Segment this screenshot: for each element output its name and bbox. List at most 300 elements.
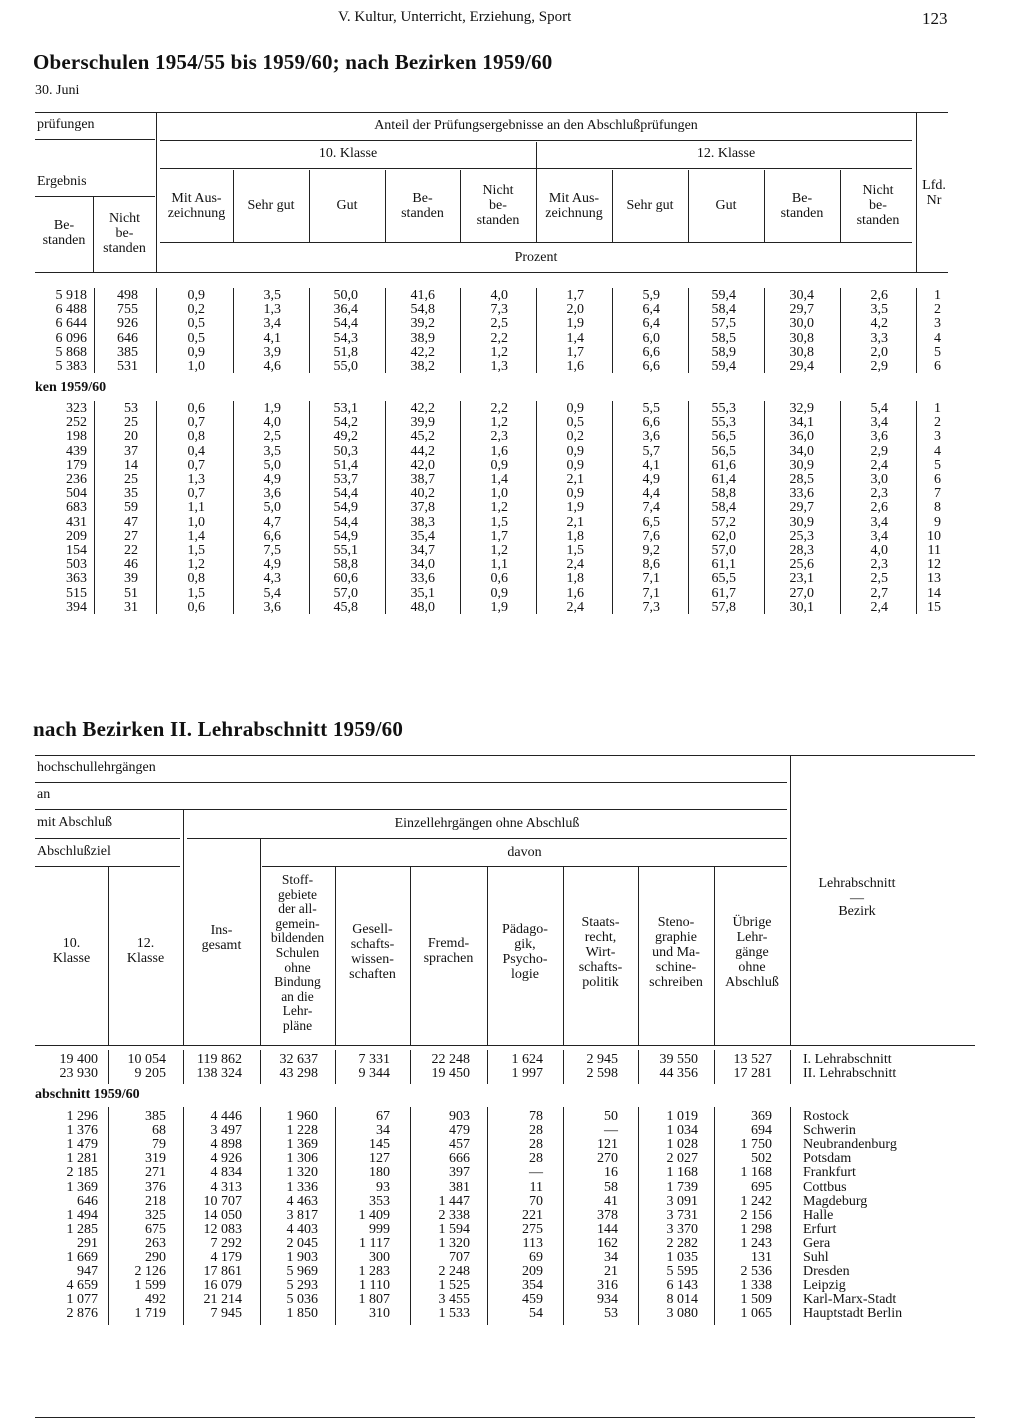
table-cell: 10 707: [203, 1193, 242, 1209]
table-cell: 33,6: [410, 571, 435, 587]
table-cell: 25: [124, 415, 138, 431]
t2-h-staats: Staats- recht, Wirt- schafts- politik: [578, 915, 623, 990]
table-cell: 145: [369, 1137, 390, 1153]
table-cell: 0,5: [187, 316, 205, 332]
table-cell: 1,1: [187, 500, 205, 516]
table-cell: 3,6: [263, 599, 281, 615]
table-cell: Magdeburg: [803, 1193, 868, 1209]
table-cell: 25,6: [789, 557, 814, 573]
table-cell: 1 807: [358, 1292, 390, 1308]
table-cell: 7 945: [210, 1306, 242, 1322]
table-cell: 8,6: [642, 557, 660, 573]
table-cell: 0,6: [187, 401, 205, 416]
table-cell: 31: [124, 599, 138, 615]
table-cell: 1,9: [566, 316, 584, 332]
table-cell: 55,0: [333, 359, 358, 374]
table-cell: 28: [529, 1151, 543, 1167]
table-cell: 9: [934, 514, 941, 530]
table-cell: 1 035: [666, 1250, 698, 1265]
table-cell: 17 861: [203, 1264, 242, 1280]
table-cell: 354: [522, 1278, 543, 1294]
table-cell: 1 296: [66, 1109, 98, 1124]
table-cell: 28: [529, 1137, 543, 1153]
table-cell: 4 898: [210, 1137, 242, 1153]
table-cell: 1,0: [490, 486, 508, 502]
table-cell: 4,6: [263, 359, 281, 374]
table-cell: 1 669: [66, 1250, 98, 1265]
table-cell: 25,3: [789, 528, 814, 544]
table-cell: 3,6: [642, 429, 660, 445]
table-cell: 6 143: [666, 1278, 698, 1294]
table-cell: 37,8: [410, 500, 435, 516]
table-cell: 4,9: [263, 472, 281, 487]
table-cell: 29,7: [789, 302, 814, 318]
table-cell: 515: [66, 585, 87, 601]
table-cell: 4,2: [870, 316, 888, 332]
t2-h-abschlussziel: Abschlußziel: [37, 844, 111, 859]
table-cell: 57,2: [711, 514, 736, 530]
table-cell: 54,4: [333, 316, 358, 332]
table1-title: Oberschulen 1954/55 bis 1959/60; nach Bezirken 1959/60: [33, 50, 553, 74]
table-cell: 9 205: [134, 1066, 166, 1082]
table-cell: 45,8: [333, 599, 358, 615]
table-cell: 0,4: [187, 443, 205, 459]
table-cell: 1,6: [566, 585, 584, 601]
table-cell: 1,5: [490, 514, 508, 530]
table-cell: 57,5: [711, 316, 736, 332]
table-cell: 34,0: [410, 557, 435, 573]
table-cell: 1: [934, 401, 941, 416]
table-cell: 35,4: [410, 528, 435, 544]
table-cell: 2,1: [566, 514, 584, 530]
table-cell: 0,2: [566, 429, 584, 445]
t2-h-uebrige: Übrige Lehr- gänge ohne Abschluß: [725, 915, 779, 990]
table-cell: 53,7: [333, 472, 358, 487]
table-cell: 694: [751, 1123, 772, 1139]
table-cell: 6: [934, 472, 941, 487]
table-cell: 1,8: [566, 571, 584, 587]
table-cell: 2,5: [870, 571, 888, 587]
table-cell: 6,6: [642, 344, 660, 360]
table-cell: 369: [751, 1109, 772, 1124]
table-cell: 2 876: [66, 1306, 98, 1322]
table-cell: 28,5: [789, 472, 814, 487]
table-cell: 947: [77, 1264, 98, 1280]
table-cell: 755: [117, 302, 138, 318]
table-cell: 1 168: [740, 1165, 772, 1181]
table-cell: 1 228: [286, 1123, 318, 1139]
table-cell: 5 293: [286, 1278, 318, 1294]
table-cell: 38,7: [410, 472, 435, 487]
table-cell: 1 281: [66, 1151, 98, 1167]
table-cell: 69: [529, 1250, 543, 1265]
table-cell: 4,1: [642, 457, 660, 473]
table-cell: 7,6: [642, 528, 660, 544]
table-cell: II. Lehrabschnitt: [803, 1066, 897, 1082]
table-cell: 32,9: [789, 401, 814, 416]
table-cell: 646: [117, 330, 138, 346]
table-cell: 290: [145, 1250, 166, 1265]
table-cell: 59: [124, 500, 138, 516]
table-cell: 5,5: [642, 401, 660, 416]
table-cell: 19 450: [431, 1066, 470, 1082]
table-cell: 30,9: [789, 514, 814, 530]
table-cell: 1 065: [740, 1306, 772, 1322]
table-cell: 34,7: [410, 543, 435, 558]
table-cell: 93: [376, 1179, 390, 1195]
table-cell: 0,9: [187, 288, 205, 303]
table-cell: —: [604, 1123, 618, 1139]
table-cell: 1,5: [187, 543, 205, 558]
table-cell: 53: [124, 401, 138, 416]
table-cell: 502: [751, 1151, 772, 1167]
table-cell: 6,5: [642, 514, 660, 530]
table-cell: 503: [66, 557, 87, 573]
table-cell: 1 533: [438, 1306, 470, 1322]
table-cell: 504: [66, 486, 87, 502]
table-cell: 1 168: [666, 1165, 698, 1181]
table-cell: 8: [934, 500, 941, 516]
table-cell: 113: [522, 1235, 543, 1251]
table-cell: 180: [369, 1165, 390, 1181]
table-cell: I. Lehrabschnitt: [803, 1052, 892, 1067]
table-cell: 131: [751, 1250, 772, 1265]
table-cell: 127: [369, 1151, 390, 1167]
table-cell: 60,6: [333, 571, 358, 587]
table-cell: 1,5: [187, 585, 205, 601]
table-cell: 3,4: [263, 316, 281, 332]
table-cell: 28,3: [789, 543, 814, 558]
table-cell: Potsdam: [803, 1151, 852, 1167]
table-cell: 2,3: [490, 429, 508, 445]
table-cell: 3,5: [870, 302, 888, 318]
table-cell: 0,9: [566, 401, 584, 416]
table-cell: 376: [145, 1179, 166, 1195]
table-cell: 4,9: [642, 472, 660, 487]
table-cell: 209: [522, 1264, 543, 1280]
table-cell: 4,4: [642, 486, 660, 502]
table-cell: 2,4: [870, 457, 888, 473]
table-cell: 43 298: [279, 1066, 318, 1082]
table-cell: 498: [117, 288, 138, 303]
table-cell: 5,9: [642, 288, 660, 303]
table-cell: 49,2: [333, 429, 358, 445]
table-cell: 41,6: [410, 288, 435, 303]
table-cell: 683: [66, 500, 87, 516]
table-cell: 5,0: [263, 500, 281, 516]
table-cell: 1 306: [286, 1151, 318, 1167]
table-cell: 45,2: [410, 429, 435, 445]
table-cell: 2,6: [870, 288, 888, 303]
table-cell: 54,9: [333, 500, 358, 516]
table-cell: 2 338: [438, 1207, 470, 1223]
table-cell: 30,8: [789, 330, 814, 346]
table-cell: 5 595: [666, 1264, 698, 1280]
table-cell: 0,9: [490, 457, 508, 473]
table-cell: 5,7: [642, 443, 660, 459]
table-cell: 54,2: [333, 415, 358, 431]
t2-h-lehrabschnitt: Lehrabschnitt: [818, 876, 896, 891]
table-cell: 3,4: [870, 528, 888, 544]
table-cell: 3,0: [870, 472, 888, 487]
table-cell: 2,9: [870, 359, 888, 374]
table-cell: 48,0: [410, 599, 435, 615]
table-cell: 27: [124, 528, 138, 544]
table-cell: 0,9: [566, 486, 584, 502]
t1-h-lfd: Lfd. Nr: [922, 178, 946, 208]
table-cell: 0,7: [187, 457, 205, 473]
table-cell: 3,3: [870, 330, 888, 346]
table-cell: 11: [927, 543, 941, 558]
table-cell: 39: [124, 571, 138, 587]
table-cell: 319: [145, 1151, 166, 1167]
t2-h-fremd: Fremd- sprachen: [423, 936, 474, 966]
table-cell: 0,6: [187, 599, 205, 615]
table-cell: 3 497: [210, 1123, 242, 1139]
table-cell: 1 525: [438, 1278, 470, 1294]
t1-h-gut-12: Gut: [715, 198, 737, 213]
table-cell: 35,1: [410, 585, 435, 601]
table-cell: 1,2: [490, 344, 508, 360]
table-cell: 1 338: [740, 1278, 772, 1294]
table-cell: 5 036: [286, 1292, 318, 1308]
table-cell: 58,4: [711, 302, 736, 318]
table-cell: 1,3: [263, 302, 281, 318]
table-cell: 58,8: [711, 486, 736, 502]
table-cell: 6 096: [55, 330, 87, 346]
t1-h-bestanden-10: Be- standen: [401, 191, 444, 221]
table-cell: 1,2: [490, 543, 508, 558]
table-cell: 30,8: [789, 344, 814, 360]
table-cell: 61,7: [711, 585, 736, 601]
table-cell: 22: [124, 543, 138, 558]
table-cell: 4: [934, 330, 941, 346]
table-cell: 363: [66, 571, 87, 587]
table-cell: 0,5: [566, 415, 584, 431]
t1-h-nicht-bestanden-12: Nicht be- standen: [856, 183, 900, 228]
table-cell: 2,0: [566, 302, 584, 318]
table-cell: 903: [449, 1109, 470, 1124]
table-cell: 999: [369, 1221, 390, 1237]
table-cell: 58,5: [711, 330, 736, 346]
table-cell: 1 242: [740, 1193, 772, 1209]
table-cell: 54,3: [333, 330, 358, 346]
table-cell: 4 463: [286, 1193, 318, 1209]
table-cell: 0,7: [187, 415, 205, 431]
table-cell: 5: [934, 344, 941, 360]
table-cell: 15: [927, 599, 941, 615]
table-cell: 316: [597, 1278, 618, 1294]
table-cell: 5 868: [55, 344, 87, 360]
table-cell: 50,3: [333, 443, 358, 459]
table-cell: 4 179: [210, 1250, 242, 1265]
table-cell: 21: [604, 1264, 618, 1280]
table2-title: nach Bezirken II. Lehrabschnitt 1959/60: [33, 717, 404, 741]
t1-h-ergebnis: Ergebnis: [37, 174, 87, 189]
table-cell: 3: [934, 316, 941, 332]
table-cell: 16: [604, 1165, 618, 1181]
table-cell: —: [529, 1165, 543, 1181]
table-cell: 7,3: [642, 599, 660, 615]
table-cell: 51: [124, 585, 138, 601]
table-cell: 3,5: [263, 288, 281, 303]
table-cell: 1,4: [187, 528, 205, 544]
table-cell: 119 862: [197, 1052, 242, 1067]
table-cell: 1,9: [566, 500, 584, 516]
table-cell: 54,4: [333, 514, 358, 530]
table-cell: 4,0: [490, 288, 508, 303]
table-cell: 1,5: [566, 543, 584, 558]
table-cell: Suhl: [803, 1250, 829, 1265]
table-cell: 1 285: [66, 1221, 98, 1237]
table-cell: 1 019: [666, 1109, 698, 1124]
table-cell: 32 637: [279, 1052, 318, 1067]
t1-h-gut-10: Gut: [336, 198, 358, 213]
table-cell: 431: [66, 514, 87, 530]
table-cell: 1 479: [66, 1137, 98, 1153]
table-cell: 1: [934, 288, 941, 303]
table1-subtitle: 30. Juni: [35, 83, 80, 98]
table-cell: 27,0: [789, 585, 814, 601]
table-cell: 70: [529, 1193, 543, 1209]
table-cell: 1 960: [286, 1109, 318, 1124]
table-cell: 154: [66, 543, 87, 558]
table-cell: 6,6: [642, 415, 660, 431]
table-cell: 38,3: [410, 514, 435, 530]
table-cell: 4,9: [263, 557, 281, 573]
table-cell: 30,9: [789, 457, 814, 473]
table-cell: 39,9: [410, 415, 435, 431]
table-cell: 19 400: [59, 1052, 98, 1067]
table-cell: 37: [124, 443, 138, 459]
table-cell: 1,0: [187, 514, 205, 530]
table-cell: 25: [124, 472, 138, 487]
table-cell: 47: [124, 514, 138, 530]
table-cell: 1,3: [187, 472, 205, 487]
table-cell: 1 376: [66, 1123, 98, 1139]
table-cell: 3 455: [438, 1292, 470, 1308]
table-cell: 0,9: [566, 443, 584, 459]
table-cell: 1 117: [359, 1235, 390, 1251]
table-cell: 0,2: [187, 302, 205, 318]
table-cell: 17 281: [733, 1066, 772, 1082]
t1-h-mit-ausz-12: Mit Aus- zeichnung: [545, 191, 603, 221]
table-cell: 0,9: [490, 585, 508, 601]
table-cell: 179: [66, 457, 87, 473]
running-header: V. Kultur, Unterricht, Erziehung, Sport: [338, 9, 572, 25]
table-cell: 3 091: [666, 1193, 698, 1209]
table-cell: 2 282: [666, 1235, 698, 1251]
table-cell: 394: [66, 599, 87, 615]
table-cell: 1 298: [740, 1221, 772, 1237]
table-cell: 2 185: [66, 1165, 98, 1181]
table-cell: Leipzig: [803, 1278, 846, 1294]
table-cell: 3 731: [666, 1207, 698, 1223]
table-cell: 1 594: [438, 1221, 470, 1237]
table-cell: 55,1: [333, 543, 358, 558]
table-cell: 4 446: [210, 1109, 242, 1124]
table-cell: 2 027: [666, 1151, 698, 1167]
table-cell: 23 930: [59, 1066, 98, 1082]
table-cell: 3,4: [870, 514, 888, 530]
table-cell: 385: [117, 344, 138, 360]
table-cell: 1,7: [566, 344, 584, 360]
t2-h-paed: Pädago- gik, Psycho- logie: [502, 922, 548, 982]
table-cell: 263: [145, 1235, 166, 1251]
table-cell: 7,4: [642, 500, 660, 516]
table-cell: 23,1: [789, 571, 814, 587]
table-cell: 459: [522, 1292, 543, 1308]
table-cell: 1,9: [263, 401, 281, 416]
table-cell: 6,4: [642, 316, 660, 332]
t2-h-davon: davon: [507, 845, 542, 860]
t1-h-anteil: Anteil der Prüfungsergebnisse an den Abschlußprüfungen: [374, 118, 698, 133]
table-cell: 20: [124, 429, 138, 445]
table-cell: 61,1: [711, 557, 736, 573]
table-cell: 30,0: [789, 316, 814, 332]
table-cell: 30,1: [789, 599, 814, 615]
table-cell: 7,1: [642, 571, 660, 587]
table-cell: 21 214: [203, 1292, 242, 1308]
table-cell: 1 447: [438, 1193, 470, 1209]
table-cell: 144: [597, 1221, 618, 1237]
table-cell: 5,4: [870, 401, 888, 416]
table-cell: 2,4: [870, 599, 888, 615]
table-cell: 36,0: [789, 429, 814, 445]
table-cell: 34: [604, 1250, 618, 1265]
table-cell: 1 110: [359, 1278, 390, 1294]
table-cell: 1 739: [666, 1179, 698, 1195]
table-cell: 275: [522, 1221, 543, 1237]
table-cell: Halle: [803, 1207, 834, 1223]
table-cell: 2,7: [870, 585, 888, 601]
table-cell: 1,7: [490, 528, 508, 544]
table-cell: 42,2: [410, 344, 435, 360]
table-cell: 5,4: [263, 585, 281, 601]
table-cell: 13: [927, 571, 941, 587]
table-cell: 3,9: [263, 344, 281, 360]
table-cell: 2 945: [586, 1052, 618, 1067]
table-cell: 1,4: [566, 330, 584, 346]
table-cell: 2,5: [490, 316, 508, 332]
table-cell: 666: [449, 1151, 470, 1167]
table-cell: 50: [604, 1109, 618, 1124]
table-cell: 9,2: [642, 543, 660, 558]
table-cell: Gera: [803, 1235, 831, 1251]
table-cell: 675: [145, 1221, 166, 1237]
table-cell: 2: [934, 302, 941, 318]
table-cell: 61,4: [711, 472, 736, 487]
table-cell: 22 248: [431, 1052, 470, 1067]
table-cell: 44 356: [659, 1066, 698, 1082]
table-cell: 46: [124, 557, 138, 573]
table-cell: 4 659: [66, 1278, 98, 1294]
table-cell: 695: [751, 1179, 772, 1195]
table-cell: 33,6: [789, 486, 814, 502]
table-cell: 1,2: [187, 557, 205, 573]
t1-h-sehr-gut-12: Sehr gut: [626, 198, 674, 213]
t1-section-label: ken 1959/60: [35, 380, 107, 395]
table-cell: 7 292: [210, 1235, 242, 1251]
table-cell: 35: [124, 486, 138, 502]
table-cell: 7 331: [358, 1052, 390, 1067]
table-cell: 2,4: [566, 557, 584, 573]
table-cell: 1,3: [490, 359, 508, 374]
table-cell: 2,3: [870, 557, 888, 573]
t2-h-steno: Steno- graphie und Ma- schine- schreiben: [649, 915, 703, 990]
table-cell: 0,9: [187, 344, 205, 360]
table-cell: 3 080: [666, 1306, 698, 1322]
